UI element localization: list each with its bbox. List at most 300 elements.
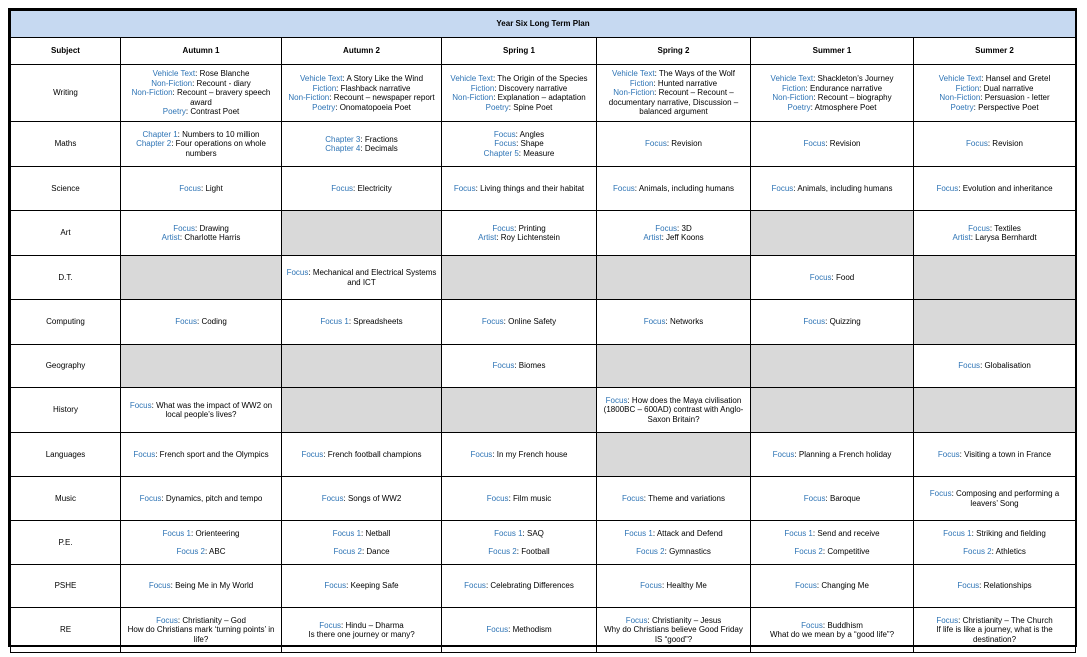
table-row: [11, 167, 1076, 211]
cell-key: Focus: [803, 493, 826, 503]
cell-value: What was the impact of WW2 on local people’s lives?: [156, 400, 273, 419]
cell-key: Focus: [957, 581, 980, 591]
cell-value: 3D: [681, 223, 692, 233]
cell-key: Fiction: [470, 83, 495, 93]
cell-line: [285, 84, 438, 94]
cell-line: [917, 450, 1072, 460]
title-row: [11, 11, 1076, 38]
cell-value: Jeff Koons: [666, 233, 704, 242]
cell-value: Mechanical and Electrical Systems and ICT: [312, 268, 437, 287]
header-summer-2: Summer 2: [914, 38, 1076, 65]
cell-value: Discovery narrative: [498, 83, 568, 93]
key-separator: :: [336, 83, 341, 93]
cell-key: Focus: [464, 581, 486, 591]
key-separator: :: [991, 546, 996, 556]
plan-cell: [597, 122, 751, 167]
cell-value: Contrast Poet: [190, 107, 240, 117]
cell-value: Dual narrative: [983, 83, 1034, 93]
cell-line: [917, 529, 1072, 539]
plan-cell: [282, 65, 442, 122]
cell-key: Focus: [133, 449, 156, 459]
cell-line: [917, 74, 1072, 84]
subject-cell: Geography: [11, 345, 121, 388]
cell-key: Vehicle Text: [770, 74, 814, 83]
key-separator: :: [647, 615, 652, 625]
cell-key: Poetry: [312, 102, 336, 112]
subject-cell: Languages: [11, 433, 121, 477]
cell-key: Focus: [481, 317, 504, 327]
cell-value: In my French house: [496, 449, 568, 459]
key-separator: :: [515, 129, 520, 139]
cell-key: Focus: [324, 581, 347, 591]
cell-key: Focus: [613, 183, 635, 193]
key-separator: :: [323, 449, 328, 459]
table-row: [11, 388, 1076, 433]
cell-value: Athletics: [995, 546, 1026, 556]
cell-line: [917, 581, 1072, 591]
cell-line: [285, 74, 438, 84]
cell-key: Vehicle Text: [299, 74, 343, 83]
cell-line: [124, 625, 278, 644]
plan-cell: [282, 388, 442, 433]
plan-cell: [751, 211, 914, 256]
cell-value: What do we mean by a “good life”?: [769, 630, 895, 639]
cell-key: Artist: [952, 233, 971, 242]
cell-value: Hunted narrative: [657, 78, 718, 88]
cell-value: Christianity – God: [182, 615, 246, 625]
cell-value: Theme and variations: [648, 493, 726, 503]
plan-cell: [914, 167, 1076, 211]
cell-value: Orienteering: [195, 529, 240, 538]
key-separator: :: [177, 615, 183, 625]
key-separator: :: [958, 183, 963, 193]
cell-key: Focus: [803, 317, 826, 327]
plan-cell: [442, 65, 597, 122]
plan-cell: [442, 256, 597, 300]
cell-line: [754, 450, 910, 460]
plan-cell: [597, 211, 751, 256]
cell-line: [600, 616, 747, 626]
key-separator: :: [643, 493, 649, 503]
cell-line: [124, 224, 278, 234]
header-row: [11, 38, 1076, 65]
key-separator: :: [627, 395, 632, 405]
cell-key: Focus: [486, 493, 509, 503]
header-autumn-2: Autumn 2: [282, 38, 442, 65]
plan-cell: [751, 388, 914, 433]
plan-cell: [751, 608, 914, 653]
cell-value: Networks: [669, 317, 704, 327]
cell-value: Perspective Poet: [978, 102, 1039, 112]
cell-value: Hindu – Dharma: [345, 620, 404, 630]
key-separator: :: [654, 88, 659, 98]
cell-value: Dance: [366, 546, 390, 556]
cell-key: Vehicle Text: [152, 69, 196, 79]
cell-value: Textiles: [994, 223, 1021, 233]
plan-cell: [597, 65, 751, 122]
cell-line: [917, 547, 1072, 557]
cell-value: Light: [205, 183, 223, 193]
cell-line: [124, 107, 278, 117]
key-separator: :: [200, 183, 206, 193]
line-gap: [917, 539, 1072, 547]
key-separator: :: [514, 361, 519, 371]
cell-key: Focus: [968, 223, 990, 233]
key-separator: :: [342, 74, 347, 83]
plan-cell: [597, 300, 751, 345]
plan-cell: [282, 211, 442, 256]
line-gap: [600, 539, 747, 547]
cell-key: Focus: [645, 139, 667, 149]
cell-line: [600, 317, 747, 327]
subject-cell: Music: [11, 477, 121, 521]
cell-key: Focus 1: [494, 529, 523, 538]
key-separator: :: [360, 144, 365, 153]
cell-value: Netball: [365, 529, 391, 538]
table-row: [11, 565, 1076, 608]
plan-cell: [442, 211, 597, 256]
cell-key: Focus: [156, 615, 178, 625]
key-separator: :: [346, 581, 351, 591]
cell-key: Focus: [173, 223, 195, 233]
cell-value: Numbers to 10 million: [182, 129, 260, 139]
cell-line: [285, 317, 438, 327]
cell-line: [600, 224, 747, 234]
key-separator: :: [810, 102, 815, 112]
key-separator: :: [353, 183, 358, 193]
cell-key: Focus: [640, 581, 662, 591]
key-separator: :: [825, 493, 830, 503]
cell-line: [754, 630, 910, 640]
plan-cell: [751, 565, 914, 608]
key-separator: :: [171, 139, 176, 149]
cell-value: Explanation – adaptation: [497, 93, 586, 102]
cell-value: Songs of WW2: [347, 493, 402, 503]
cell-value: ABC: [209, 546, 226, 556]
cell-value: Shape: [520, 139, 544, 149]
cell-line: [445, 149, 593, 159]
key-separator: :: [177, 129, 183, 139]
cell-line: [124, 616, 278, 626]
key-separator: :: [196, 317, 202, 327]
cell-line: [917, 184, 1072, 194]
key-separator: :: [825, 139, 830, 149]
key-separator: :: [989, 223, 995, 233]
cell-line: [124, 401, 278, 420]
cell-key: Focus: [643, 317, 666, 327]
cell-line: [917, 625, 1072, 644]
cell-key: Fiction: [955, 83, 980, 93]
plan-cell: [751, 433, 914, 477]
cell-line: [124, 317, 278, 327]
key-separator: :: [971, 529, 977, 538]
cell-line: [600, 396, 747, 425]
cell-value: Fractions: [364, 134, 398, 144]
plan-cell: [751, 300, 914, 345]
cell-key: Poetry: [162, 107, 186, 117]
cell-line: [445, 184, 593, 194]
plan-cell: [442, 608, 597, 653]
key-separator: :: [666, 139, 672, 149]
cell-line: [445, 233, 593, 243]
cell-line: [600, 494, 747, 504]
plan-cell: [121, 122, 282, 167]
cell-line: [600, 547, 747, 557]
cell-value: Globalisation: [984, 361, 1031, 371]
cell-value: Drawing: [199, 223, 229, 233]
key-separator: :: [822, 546, 828, 556]
key-separator: :: [980, 93, 985, 102]
cell-value: Recount – bravery speech award: [176, 88, 271, 107]
cell-value: Healthy Me: [666, 581, 707, 591]
cell-key: Artist: [161, 233, 180, 242]
plan-cell: [597, 565, 751, 608]
cell-line: [124, 450, 278, 460]
table-row: [11, 300, 1076, 345]
plan-cell: [121, 65, 282, 122]
key-separator: :: [308, 268, 313, 277]
cell-line: [754, 547, 910, 557]
cell-line: [285, 494, 438, 504]
cell-key: Focus: [936, 183, 959, 193]
table-row: [11, 521, 1076, 565]
plan-cell: [914, 433, 1076, 477]
cell-value: Persuasion - letter: [984, 93, 1050, 102]
cell-key: Poetry: [787, 102, 811, 112]
plan-cell: [914, 388, 1076, 433]
cell-value: Revision: [671, 139, 702, 149]
cell-key: Focus: [148, 581, 171, 591]
cell-value: Revision: [992, 139, 1023, 149]
plan-cell: [282, 300, 442, 345]
cell-value: Buddhism: [827, 620, 863, 630]
cell-line: [445, 74, 593, 84]
key-separator: :: [959, 449, 965, 459]
cell-value: How does the Maya civilisation (1800BC – 600AD) contrast with Anglo-Saxon Britain?: [603, 395, 744, 424]
cell-value: Recount – newspaper report: [333, 93, 435, 102]
cell-key: Focus: [772, 449, 795, 459]
cell-key: Focus 1: [624, 529, 653, 538]
cell-line: [285, 621, 438, 631]
key-separator: :: [496, 233, 501, 242]
plan-cell: [914, 521, 1076, 565]
cell-value: Onomatopoeia Poet: [339, 102, 411, 112]
subject-cell: Maths: [11, 122, 121, 167]
key-separator: :: [794, 449, 799, 459]
key-separator: :: [185, 107, 191, 117]
cell-line: [285, 103, 438, 113]
key-separator: :: [493, 93, 498, 102]
key-separator: :: [172, 88, 177, 98]
plan-cell: [442, 167, 597, 211]
key-separator: :: [508, 102, 514, 112]
cell-line: [285, 184, 438, 194]
plan-cell: [914, 300, 1076, 345]
key-separator: :: [653, 78, 658, 88]
key-separator: :: [516, 546, 522, 556]
key-separator: :: [494, 83, 499, 93]
plan-cell: [597, 167, 751, 211]
cell-line: [600, 233, 747, 243]
key-separator: :: [341, 620, 346, 630]
cell-value: Gymnastics: [669, 546, 711, 556]
table-row: [11, 345, 1076, 388]
cell-line: [445, 103, 593, 113]
cell-key: Focus: [803, 139, 826, 149]
table-row: [11, 65, 1076, 122]
cell-value: Rose Blanche: [199, 69, 250, 79]
cell-key: Focus: [321, 493, 344, 503]
cell-value: Celebrating Differences: [490, 581, 574, 591]
cell-key: Focus 2: [176, 546, 205, 556]
plan-title: Year Six Long Term Plan: [11, 11, 1076, 38]
plan-cell: [282, 122, 442, 167]
cell-key: Non-Fiction: [288, 93, 330, 102]
table-row: [11, 211, 1076, 256]
cell-line: [124, 529, 278, 539]
cell-line: [124, 139, 278, 158]
cell-value: Is there one journey or many?: [308, 630, 415, 639]
cell-key: Focus: [453, 183, 476, 193]
plan-cell: [121, 345, 282, 388]
cell-line: [445, 625, 593, 635]
cell-key: Non-Fiction: [613, 88, 655, 98]
key-separator: :: [348, 317, 354, 327]
cell-line: [445, 529, 593, 539]
cell-key: Chapter 3: [325, 134, 361, 144]
plan-cell: [121, 521, 282, 565]
cell-value: Relationships: [983, 581, 1032, 591]
plan-frame: [8, 8, 1077, 647]
cell-value: Send and receive: [817, 529, 880, 538]
plan-cell: [121, 477, 282, 521]
cell-line: [124, 233, 278, 243]
cell-value: Angles: [519, 129, 545, 139]
cell-key: Vehicle Text: [612, 69, 655, 79]
cell-line: [600, 581, 747, 591]
key-separator: :: [360, 134, 365, 144]
cell-line: [445, 84, 593, 94]
cell-value: Online Safety: [508, 317, 557, 327]
key-separator: :: [661, 581, 667, 591]
cell-key: Chapter 4: [325, 144, 361, 153]
plan-cell: [442, 433, 597, 477]
key-separator: :: [805, 83, 810, 93]
key-separator: :: [485, 581, 491, 591]
cell-value: Attack and Defend: [656, 529, 723, 538]
cell-line: [124, 494, 278, 504]
cell-value: Biomes: [518, 361, 546, 371]
cell-key: Focus: [809, 272, 832, 282]
subject-cell: Science: [11, 167, 121, 211]
cell-line: [754, 74, 910, 84]
cell-key: Focus 2: [488, 546, 517, 556]
cell-key: Fiction: [312, 83, 337, 93]
cell-line: [600, 139, 747, 149]
cell-line: [754, 317, 910, 327]
plan-cell: [282, 608, 442, 653]
key-separator: :: [831, 272, 836, 282]
subject-cell: History: [11, 388, 121, 433]
plan-cell: [597, 433, 751, 477]
cell-line: [917, 361, 1072, 371]
key-separator: :: [822, 620, 828, 630]
cell-value: Visiting a town in France: [964, 449, 1052, 459]
cell-value: Recount - diary: [196, 78, 251, 88]
cell-line: [285, 450, 438, 460]
key-separator: :: [516, 139, 521, 149]
key-separator: :: [329, 93, 334, 102]
cell-key: Focus: [966, 139, 988, 149]
cell-line: [754, 139, 910, 149]
plan-cell: [751, 256, 914, 300]
cell-line: [917, 93, 1072, 103]
key-separator: :: [195, 69, 200, 79]
plan-cell: [121, 388, 282, 433]
key-separator: :: [958, 615, 963, 625]
cell-value: Composing and performing a leavers’ Song: [956, 489, 1060, 508]
cell-key: Focus: [470, 449, 493, 459]
key-separator: :: [205, 546, 210, 556]
cell-key: Vehicle Text: [938, 74, 982, 83]
plan-cell: [282, 565, 442, 608]
key-separator: :: [508, 625, 513, 635]
plan-cell: [597, 521, 751, 565]
cell-line: [754, 581, 910, 591]
cell-value: Shackleton’s Journey: [817, 74, 894, 83]
cell-value: Film music: [513, 493, 552, 503]
key-separator: :: [192, 78, 197, 88]
key-separator: :: [973, 102, 979, 112]
cell-key: Focus: [771, 183, 794, 193]
plan-cell: [751, 122, 914, 167]
cell-key: Non-Fiction: [131, 88, 173, 98]
key-separator: :: [522, 529, 527, 538]
plan-cell: [914, 345, 1076, 388]
cell-value: Methodism: [512, 625, 552, 635]
cell-value: Measure: [523, 148, 555, 158]
key-separator: :: [335, 102, 340, 112]
cell-key: Focus: [175, 317, 197, 327]
cell-key: Poetry: [950, 102, 974, 112]
plan-cell: [597, 477, 751, 521]
key-separator: :: [979, 581, 984, 591]
key-separator: :: [812, 529, 818, 538]
cell-line: [124, 547, 278, 557]
subject-cell: D.T.: [11, 256, 121, 300]
key-separator: :: [492, 449, 497, 459]
cell-line: [445, 139, 593, 149]
table-row: [11, 122, 1076, 167]
cell-key: Focus: [301, 449, 324, 459]
cell-value: Why do Christians believe Good Friday IS “good”?: [604, 625, 743, 644]
plan-cell: [597, 256, 751, 300]
cell-line: [445, 361, 593, 371]
cell-key: Focus: [795, 581, 817, 591]
cell-line: [285, 144, 438, 154]
cell-key: Focus 1: [320, 317, 349, 327]
plan-cell: [282, 477, 442, 521]
cell-line: [754, 93, 910, 103]
cell-key: Focus 1: [784, 529, 813, 538]
plan-cell: [751, 345, 914, 388]
subject-cell: P.E.: [11, 521, 121, 565]
cell-value: The Origin of the Species: [497, 74, 588, 83]
cell-key: Focus: [486, 625, 509, 635]
cell-line: [917, 616, 1072, 626]
cell-line: [917, 103, 1072, 113]
cell-key: Focus: [179, 183, 201, 193]
